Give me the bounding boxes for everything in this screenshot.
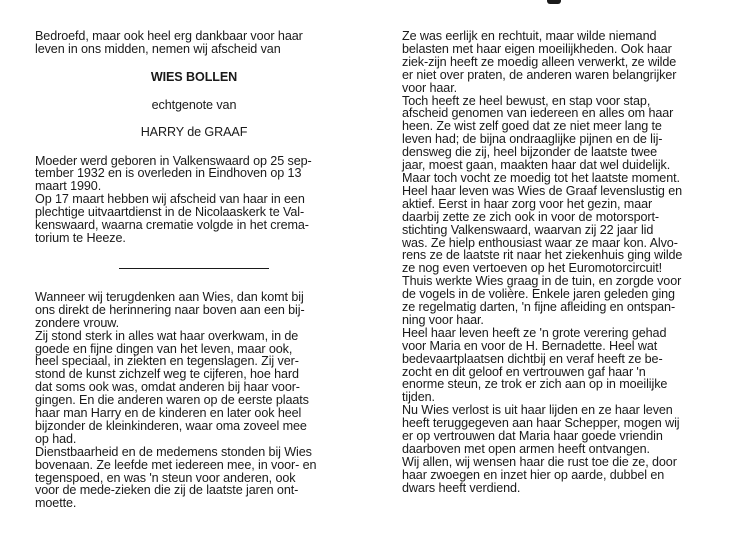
- right-paragraph-6: Nu Wies verlost is uit haar lijden en ze haar leven heeft teruggegeven aan haar Schepper, mogen wij er op vertrouwen dat Maria haar goede vriendin daarboven met open armen heeft ontvangen.: [402, 403, 680, 456]
- memory-paragraph-3: Dienstbaarheid en de medemens stonden bij Wies bovenaan. Ze leefde met iedereen mee, in voor- en tegenspoed, en was 'n steun voor anderen, ook voor de mede-zieken die zij de laatste jaren ont- moette.: [35, 444, 317, 511]
- left-column: [35, 30, 353, 510]
- intro-paragraph: Bedroefd, maar ook heel erg dankbaar voor haar leven in ons midden, nemen wij afscheid van: [35, 29, 303, 56]
- right-paragraph-2: Toch heeft ze heel bewust, en stap voor stap, afscheid genomen van iedereen en alles om haar heen. Ze wist zelf goed dat ze niet meer lang te leven had; de bijna ondraaglijke pijnen en de lij- densweg die zij, heel bijzonder de laatste twee jaar, moest gaan, maakten haar dat wel duidelijk. Maar toch vocht ze moedig tot het laatste moment.: [402, 93, 680, 185]
- spouse-name: HARRY de GRAAF: [140, 124, 248, 139]
- deceased-name: WIES BOLLEN: [150, 69, 238, 84]
- cross-mark-icon: [547, 0, 561, 4]
- right-paragraph-3: Heel haar leven was Wies de Graaf levenslustig en aktief. Eerst in haar zorg voor het gezin, maar daarbij zette ze zich ook in voor de motorsport- stichting Valkenswaard, waarvan zij 22 jaar lid was. Ze hielp enthousiast waar ze maar kon. Alvo- rens ze de laatste rit naar het ziekenhuis ging wilde ze nog even vertoeven op het Euromotorcircuit!: [402, 183, 683, 276]
- divider-line: [119, 268, 269, 269]
- right-paragraph-4: Thuis werkte Wies graag in de tuin, en zorgde voor de vogels in de volière. Enkele jaren geleden ging ze regelmatig darten, 'n fijne afleiding en ontspan- ning voor haar.: [402, 274, 682, 327]
- funeral-paragraph: Op 17 maart hebben wij afscheid van haar in een plechtige uitvaartdienst in de Nicolaaskerk te Val- kenswaard, waarna crematie volgde in het crema- torium te Heeze.: [35, 192, 309, 245]
- memory-paragraph-2: Zij stond sterk in alles wat haar overkwam, in de goede en fijne dingen van het leven, maar ook, heel speciaal, in ziekten en tegenslagen. Zij ver- stond de kunst zichzelf weg te cijferen, hoe hard dat soms ook was, omdat anderen bij haar voor- gingen. En die anderen waren op de eerste plaats haar man Harry en de kinderen en later ook heel bijzonder de kleinkinderen, waar oma zoveel mee op had.: [35, 328, 309, 446]
- right-paragraph-1: Ze was eerlijk en rechtuit, maar wilde niemand belasten met haar eigen moeilijkheden. Ook haar ziek-zijn heeft ze moedig alleen verwerkt, ze wilde er niet over praten, de anderen waren belangrijker voor haar.: [402, 29, 677, 95]
- right-paragraph-5: Heel haar leven heeft ze 'n grote verering gehad voor Maria en voor de H. Bernadette. Heel wat bedevaartplaatsen dichtbij en veraf heeft ze be- zocht en dit geloof en vertrouwen gaf haar 'n enorme steun, ze trok er zich aan op in moeilijke tijden.: [402, 325, 668, 405]
- birth-death-paragraph: Moeder werd geboren in Valkenswaard op 25 sep- tember 1932 en is overleden in Eindhoven op 13 maart 1990.: [35, 153, 312, 194]
- memory-paragraph-1: Wanneer wij terugdenken aan Wies, dan komt bij ons direkt de herinnering naar boven aan een bij- zondere vrouw.: [35, 289, 305, 330]
- right-paragraph-7: Wij allen, wij wensen haar die rust toe die ze, door haar zwoegen en inzet hier op aarde, dubbel en dwars heeft verdiend.: [402, 454, 677, 495]
- right-column: [402, 30, 718, 495]
- spouse-label: echtgenote van: [151, 97, 237, 112]
